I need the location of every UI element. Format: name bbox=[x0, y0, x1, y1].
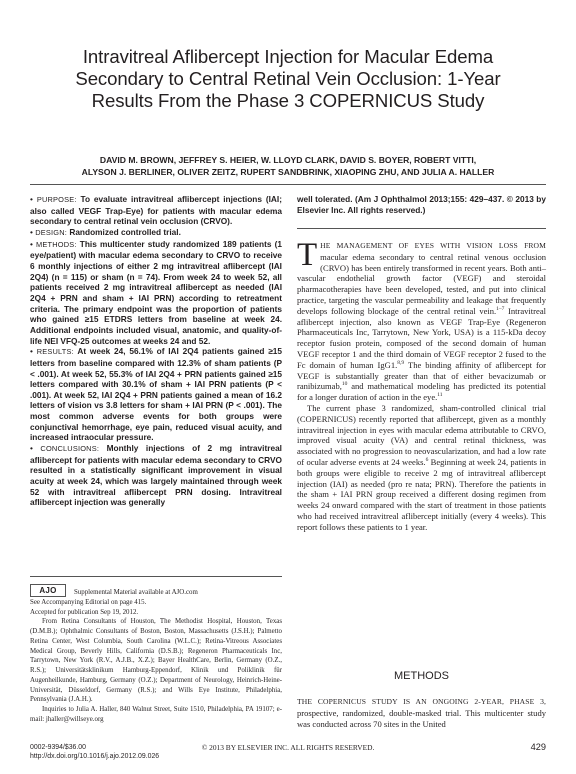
citation: 8,9 bbox=[397, 359, 405, 366]
citation: 10 bbox=[341, 381, 348, 388]
methods-lead: THE COPERNICUS STUDY IS AN ONGOING 2-YEAR, PHASE 3, bbox=[297, 697, 546, 706]
citation: 11 bbox=[437, 392, 443, 399]
intro-text: The binding affinity of aflibercept for VEGF is substantially greater than that of either bevacizumab or ranibizumab, bbox=[297, 359, 546, 392]
purpose-text: To evaluate intravitreal aflibercept injections (IAI; also called VEGF Trap-Eye) for patients with macular edema secondary to central retinal vein occlusion (CRVO). bbox=[30, 194, 282, 227]
divider bbox=[30, 576, 282, 577]
supplemental-note: Supplemental Material available at AJO.com bbox=[74, 589, 198, 596]
intro-text: The current phase 3 randomized, sham-controlled clinical trial (COPERNICUS) recently reported that aflibercept, given as a monthly intravitreal injection in eyes with macular edema attributable to CRVO, improved visual acuity (VA) and central retinal thickness, was associated with no progression to neovascularization, and had a low rate of ocular adverse events at 24 weeks. bbox=[297, 402, 546, 467]
author-line: ALYSON J. BERLINER, OLIVER ZEITZ, RUPERT SANDBRINK, XIAOPING ZHU, AND JULIA A. HALLER bbox=[81, 166, 495, 177]
abstract bbox=[30, 194, 282, 508]
title-line: Secondary to Central Retinal Vein Occlusion: 1-Year bbox=[75, 68, 501, 89]
copyright: © 2013 BY ELSEVIER INC. ALL RIGHTS RESERVED. bbox=[201, 743, 375, 752]
introduction bbox=[297, 237, 546, 533]
editorial-note: See Accompanying Editorial on page 415. bbox=[30, 598, 147, 606]
design-label: DESIGN: bbox=[35, 227, 68, 237]
section-heading: METHODS bbox=[394, 670, 449, 682]
results-label: RESULTS: bbox=[36, 347, 74, 357]
purpose-label: PURPOSE: bbox=[36, 195, 77, 204]
methods-section bbox=[297, 670, 546, 729]
title-line: Intravitreal Aflibercept Injection for Macular Edema bbox=[82, 46, 494, 67]
abstract-methods: • METHODS: This multicenter study randomized 189 patients (1 eye/patient) with macular edema secondary to CRVO to receive 6 monthly injections of either 2 mg intravitreal aflibercept (IAI 2Q4) (n = 115) or sham (n = 74). From week 24 to week 52, all patients received 2 mg intravitreal aflibercept as needed (IAI 2Q4 + PRN and sham + IAI PRN) according to retreatment criteria. The primary endpoint was the proportion of patients who gained ≥15 ETDRS letters from baseline at week 24. Additional endpoints included visual, anatomic, and quality-of-life NEI VFQ-25 outcomes at weeks 24 and 52. bbox=[30, 238, 282, 346]
author-list bbox=[30, 155, 546, 178]
ajo-logo: AJO bbox=[30, 584, 66, 597]
conclusions-text: Monthly injections of 2 mg intravitreal aflibercept for patients with macular edema secondary to CRVO resulted in a statistically significant improvement in visual acuity at week 24, which was largely maintained through week 52 with intravitreal aflibercept PRN dosing. Intravitreal aflibercept injection was generally bbox=[30, 443, 282, 508]
title-line: Results From the Phase 3 COPERNICUS Study bbox=[91, 90, 485, 111]
abstract-results: • RESULTS: At week 24, 56.1% of IAI 2Q4 patients gained ≥15 letters from baseline compared with 12.3% of sham patients (P < .001). At week 52, 55.3% of IAI 2Q4 + PRN patients gained ≥15 letters compared with 30.1% of sham + IAI PRN patients (P < .001). At week 52, IAI 2Q4 + PRN patients gained a mean of 16.2 letters of vision vs 3.8 letters for sham + IAI PRN (P < .001). The most common adverse events for both groups were conjunctival hemorrhage, eye pain, reduced visual acuity, and increased intraocular pressure. bbox=[30, 346, 283, 443]
correspondence: Inquiries to Julia A. Haller, 840 Walnut Street, Suite 1510, Philadelphia, PA 19107; e-mail: jhaller@willseye.org bbox=[30, 706, 282, 723]
doi-link[interactable]: http://dx.doi.org/10.1016/j.ajo.2012.09.026 bbox=[30, 753, 160, 760]
footer-identifiers bbox=[30, 743, 159, 761]
affiliations: From Retina Consultants of Houston, The Methodist Hospital, Houston, Texas (D.M.B.); Ophthalmic Consultants of Boston, Boston, Massachusetts (J.S.H.); Palmetto Retina Center, West Columbia, South Carolina (W.L.C.); Retina-Vitreous Associates Medical Group, Beverly Hills, California (D.S.B.); Regeneron Pharmaceuticals Inc, Tarrytown, New York (R.V., A.J.B., X.Z.); Bayer HealthCare, Berlin, Germany (O.Z., R.S.); Universitätsklinikum Hamburg-Eppendorf, Klinik und Poliklinik für Augenheilkunde, Hamburg, Germany (O.Z.); Department of Neurology, Heinrich-Heine-Universität, Düsseldorf, Germany (R.S.); and Wills Eye Institute, Philadelphia, Pennsylvania (J.A.H.). bbox=[30, 618, 282, 704]
citation: 1–7 bbox=[496, 305, 505, 312]
intro-text: and mathematical modeling has predicted its potential for a longer duration of action in the eye. bbox=[297, 381, 546, 403]
abstract-purpose: • PURPOSE: To evaluate intravitreal aflibercept injections (IAI; also called VEGF Trap-Eye) for patients with macular edema secondary to central retinal vein occlusion (CRVO). bbox=[30, 194, 282, 227]
author-line: DAVID M. BROWN, JEFFREY S. HEIER, W. LLOYD CLARK, DAVID S. BOYER, ROBERT VITTI, bbox=[99, 155, 477, 165]
conclusions-label: CONCLUSIONS: bbox=[40, 444, 100, 454]
abstract-conclusions: • CONCLUSIONS: Monthly injections of 2 mg intravitreal aflibercept for patients with macular edema secondary to CRVO resulted in a statistically significant improvement in visual acuity at week 24, which was largely maintained through week 52 with intravitreal aflibercept PRN dosing. Intravitreal aflibercept injection was generally bbox=[30, 443, 282, 508]
intro-lead: HE MANAGEMENT OF EYES WITH VISION LOSS FROM bbox=[320, 241, 546, 250]
intro-text: Beginning at week 24, patients in both groups were eligible to receive 2 mg of intravitreal aflibercept injection (IAI) as needed (pro re nata; PRN). Therefore the patients in the sham + IAI PRN group received a different dosing regimen from weeks 24 onward compared with the start of treatment in those patients who had received intravitreal aflibercept initially (every 4 weeks). This report follows these patients to 1 year. bbox=[297, 456, 546, 532]
article-notes bbox=[30, 588, 282, 725]
issn: 0002-9394/$36.00 bbox=[30, 744, 86, 751]
accepted-date: Accepted for publication Sep 19, 2012. bbox=[30, 608, 139, 616]
divider bbox=[297, 228, 546, 229]
methods-text: This multicenter study randomized 189 patients (1 eye/patient) with macular edema secondary to CRVO to receive 6 monthly injections of either 2 mg intravitreal aflibercept (IAI 2Q4) (n = 115) or sham (n = 74). From week 24 to week 52, all patients received 2 mg intravitreal aflibercept as needed (IAI 2Q4 + PRN and sham + IAI PRN) according to retreatment criteria. The primary endpoint was the proportion of patients who gained ≥15 ETDRS letters from baseline at week 24. Additional endpoints included visual, anatomic, and quality-of-life NEI VFQ-25 outcomes at weeks 24 and 52. bbox=[30, 238, 282, 346]
methods-text: prospective, randomized, double-masked trial. This multicenter study was conducted across 70 sites in the United bbox=[297, 707, 546, 729]
intro-text: Intravitreal aflibercept injection, also known as VEGF Trap-Eye (Regeneron Pharmaceuticals Inc, Tarrytown, New York, USA) is a 115-kDa decoy receptor fusion protein, composed of the second domain of human VEGF receptor 1 and the third domain of VEGF receptor 2 fused to the Fc domain of human IgG1. bbox=[297, 305, 546, 370]
article-title bbox=[30, 46, 546, 112]
methods-paragraph bbox=[297, 696, 546, 729]
methods-label: METHODS: bbox=[36, 239, 77, 249]
drop-cap: T bbox=[297, 237, 318, 273]
design-text: Randomized controlled trial. bbox=[69, 226, 181, 237]
abstract-design: • DESIGN: Randomized controlled trial. bbox=[30, 226, 181, 237]
intro-text: macular edema secondary to central retinal venous occlusion (CRVO) has been entirely transformed in recent years. Both anti–vascular endothelial growth factor (VEGF) and steroidal pharmacotherapies have been developed, tested, and put into clinical practice, targeting the vascular permeability and leakage that frequently develops following blockage of the central retinal vein. bbox=[297, 251, 546, 316]
page-number: 429 bbox=[530, 742, 546, 752]
intro-paragraph bbox=[297, 237, 546, 403]
divider bbox=[30, 184, 546, 185]
right-column bbox=[297, 194, 546, 215]
results-text: At week 24, 56.1% of IAI 2Q4 patients gained ≥15 letters from baseline compared with 12.3% of sham patients (P < .001). At week 52, 55.3% of IAI 2Q4 + PRN patients gained ≥15 letters compared with 30.1% of sham + IAI PRN patients (P < .001). At week 52, IAI 2Q4 + PRN patients gained a mean of 16.2 letters of vision vs 3.8 letters for sham + IAI PRN (P < .001). The most common adverse events for both groups were conjunctival hemorrhage, eye pain, reduced visual acuity, and increased intraocular pressure. bbox=[30, 346, 283, 443]
abstract-continued: well tolerated. (Am J Ophthalmol 2013;155: 429–437. © 2013 by Elsevier Inc. All rights reserved.) bbox=[297, 194, 546, 215]
citation: 6 bbox=[425, 457, 429, 464]
intro-paragraph bbox=[297, 403, 546, 533]
